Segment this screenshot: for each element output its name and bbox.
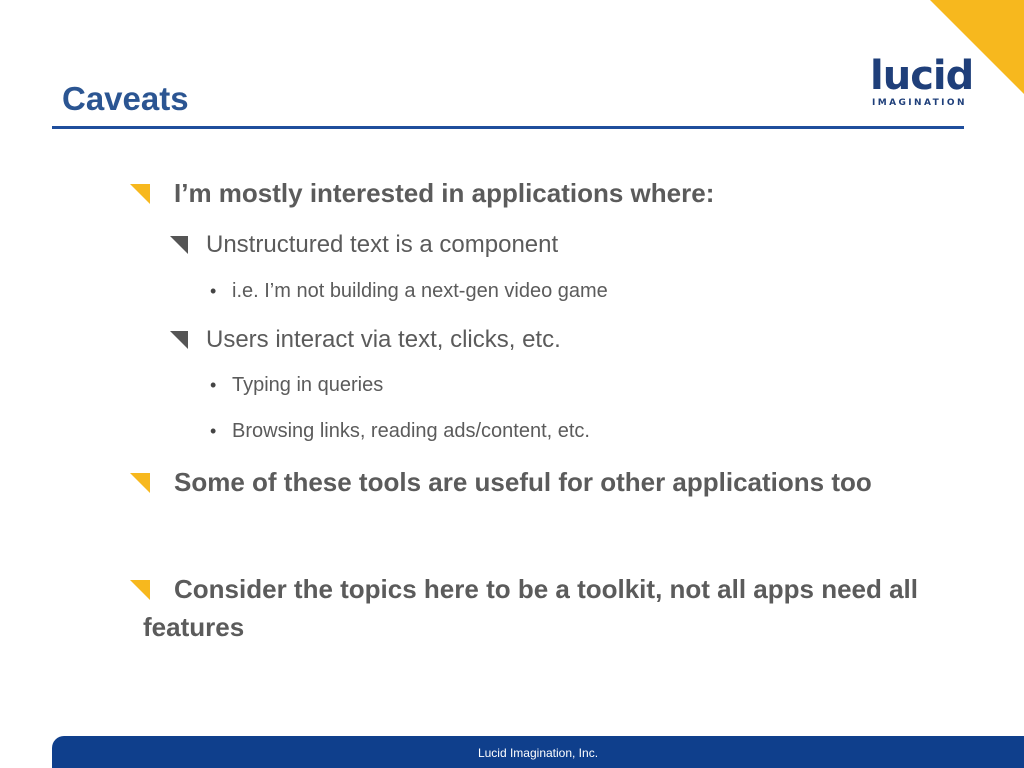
dot-bullet-icon: • [210, 375, 217, 395]
dot-bullet-icon: • [210, 421, 217, 441]
gray-triangle-bullet-icon [170, 331, 188, 349]
yellow-triangle-bullet-icon [130, 473, 150, 493]
bullet-level1: I’m mostly interested in applications where: [174, 178, 715, 208]
bullet-level3: Typing in queries [232, 374, 384, 396]
title-underline [52, 126, 964, 129]
gray-triangle-bullet-icon [170, 236, 188, 254]
bullet-level2: Unstructured text is a component [206, 231, 559, 258]
yellow-triangle-bullet-icon [130, 184, 150, 204]
bullet-level3: i.e. I’m not building a next-gen video game [232, 280, 608, 302]
footer-bar [52, 736, 1024, 768]
logo-wordmark: lucid [870, 53, 974, 99]
dot-bullet-icon: • [210, 281, 217, 301]
bullet-level1: Some of these tools are useful for other applications too [174, 467, 872, 497]
lucid-imagination-logo [870, 53, 974, 110]
logo-subtitle: IMAGINATION [872, 98, 967, 108]
bullet-level1: Consider the topics here to be a toolkit, not all apps need all [174, 574, 919, 604]
footer-text: Lucid Imagination, Inc. [477, 746, 599, 760]
yellow-triangle-bullet-icon [130, 580, 150, 600]
slide-title: Caveats [62, 80, 189, 117]
bullet-level1-continuation: features [143, 612, 245, 642]
bullet-level3: Browsing links, reading ads/content, etc. [232, 420, 590, 442]
bullet-level2: Users interact via text, clicks, etc. [206, 326, 561, 353]
